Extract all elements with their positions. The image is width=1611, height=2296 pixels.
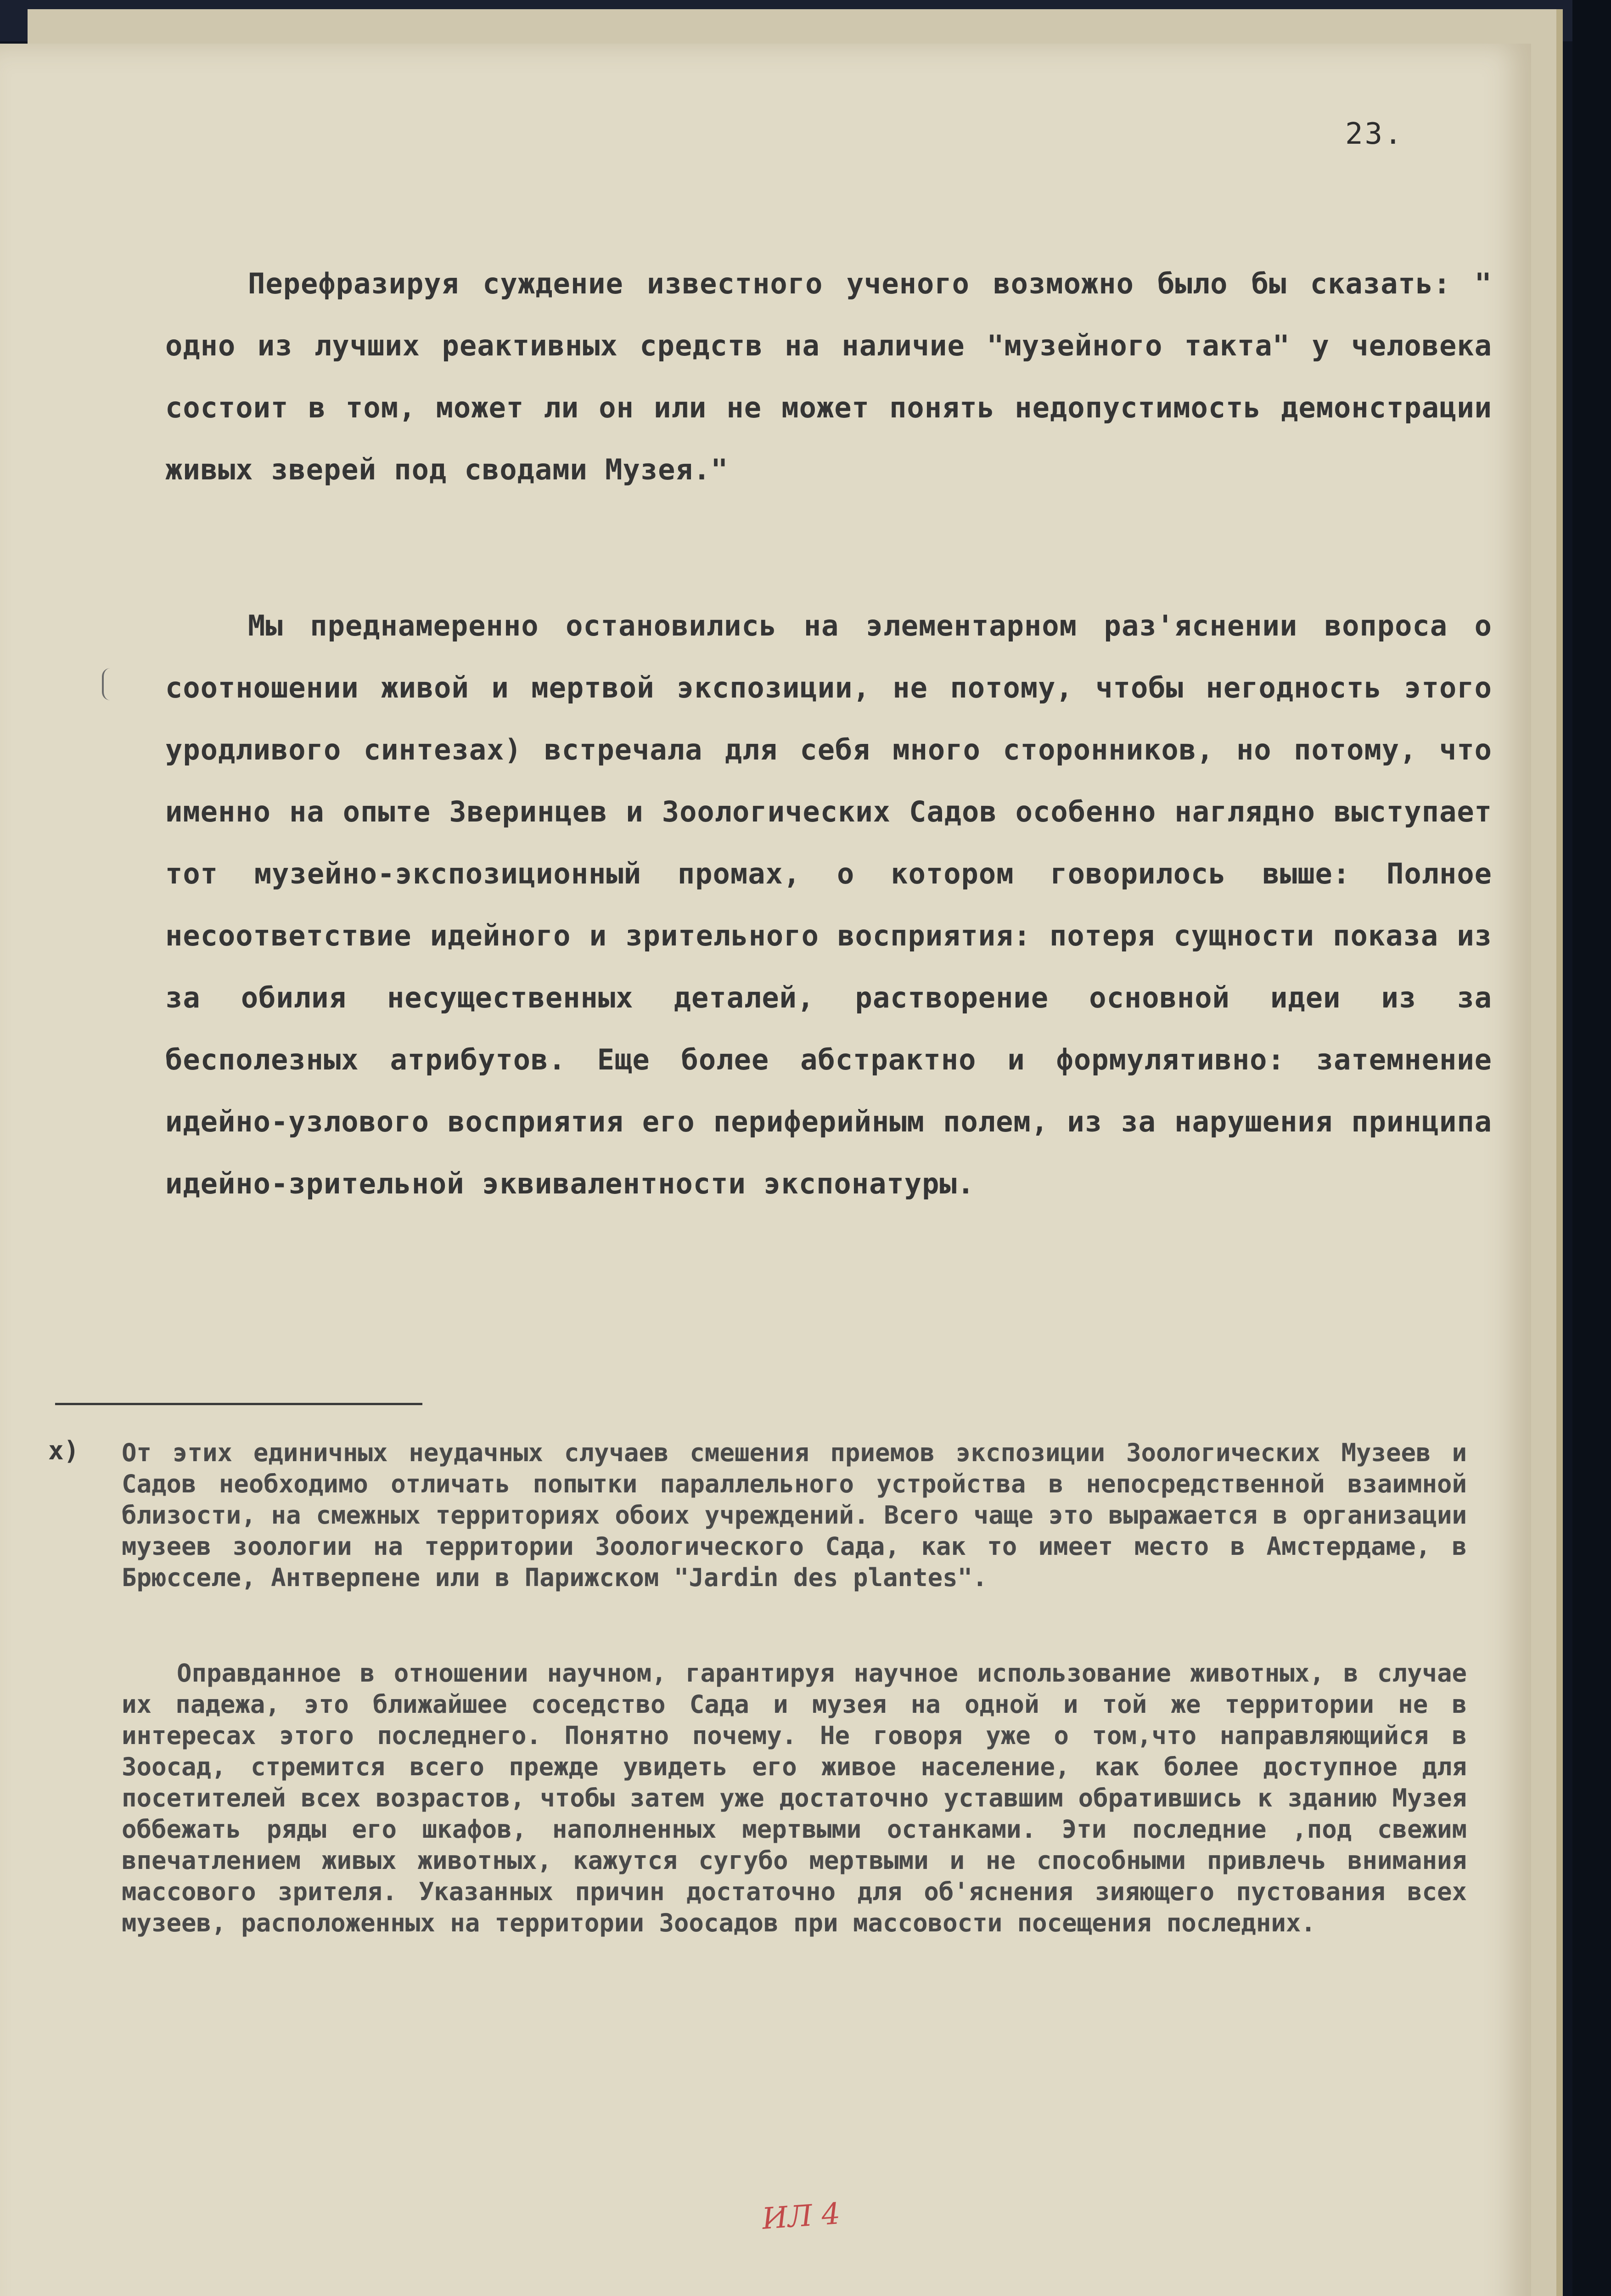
footnote-separator: [55, 1403, 422, 1405]
background-right: [1572, 0, 1611, 2296]
body-paragraph-1: Перефразируя суждение известного ученого возможно было бы сказать: " одно из лучших реактивных средств на наличие "музейного такта" у человека состоит в том, может ли он или не может понять недопустимость демонстрации живых зверей под сводами Музея.": [165, 267, 1492, 486]
archive-handwritten-mark: ИЛ 4: [761, 2197, 842, 2236]
margin-pencil-mark: [102, 668, 110, 700]
footnote-paragraph-1: От этих единичных неудачных случаев смешения приемов экспозиции Зоологических Музеев и Садов необходимо отличать попытки параллельного устройства в непосредственной взаимной близости, на смежных территориях обоих учреждений. Всего чаще это выражается в организации музеев зоологии на территории Зоологического Сада, как то имеет место в Амстердаме, в Брюсселе, Антверпене или в Парижском "Jardin des plantes".: [122, 1438, 1467, 1592]
footnote-marker: x): [48, 1436, 79, 1466]
page-number: 23.: [1345, 117, 1404, 151]
body-paragraph-2: Мы преднамеренно остановились на элементарном раз'яснении вопроса о соотношении живой и мертвой экспозиции, не потому, чтобы негодность этого уродливого синтезаx) встречала для себя много сторонников, но потому, что именно на опыте Зверинцев и Зоологических Садов особенно наглядно выступает тот музейно-экспозиционный промах, о котором говорилось выше: Полное несоответствие идейного и зрительного восприятия: потеря сущности показа из за обилия несущественных деталей, растворение основной идеи из за бесполезных атрибутов. Еще более абстрактно и формулятивно: затемнение идейно-узлового восприятия его периферийным полем, из за нарушения принципа идейно-зрительной эквивалентности экспонатуры.: [165, 609, 1492, 1200]
document-page: [0, 44, 1531, 2296]
footnote-paragraph-2: Оправданное в отношении научном, гарантируя научное использование животных, в случае их падежа, это ближайшее соседство Сада и музея на одной и той же территории не в интересах этого последнего. Понятно почему. Не говоря уже о том,что направляющийся в Зоосад, стремится всего прежде увидеть его живое население, как более доступное для посетителей всех возрастов, чтобы затем уже достаточно уставшим обратившись к зданию Музея оббежать ряды его шкафов, наполненных мертвыми останками. Эти последние ,под свежим впечатлением живых животных, кажутся сугубо мертвыми и не способными привлечь внимания массового зрителя. Указанных причин достаточно для об'яснения зияющего пустования всех музеев, расположенных на территории Зоосадов при массовости посещения последних.: [122, 1659, 1467, 1937]
